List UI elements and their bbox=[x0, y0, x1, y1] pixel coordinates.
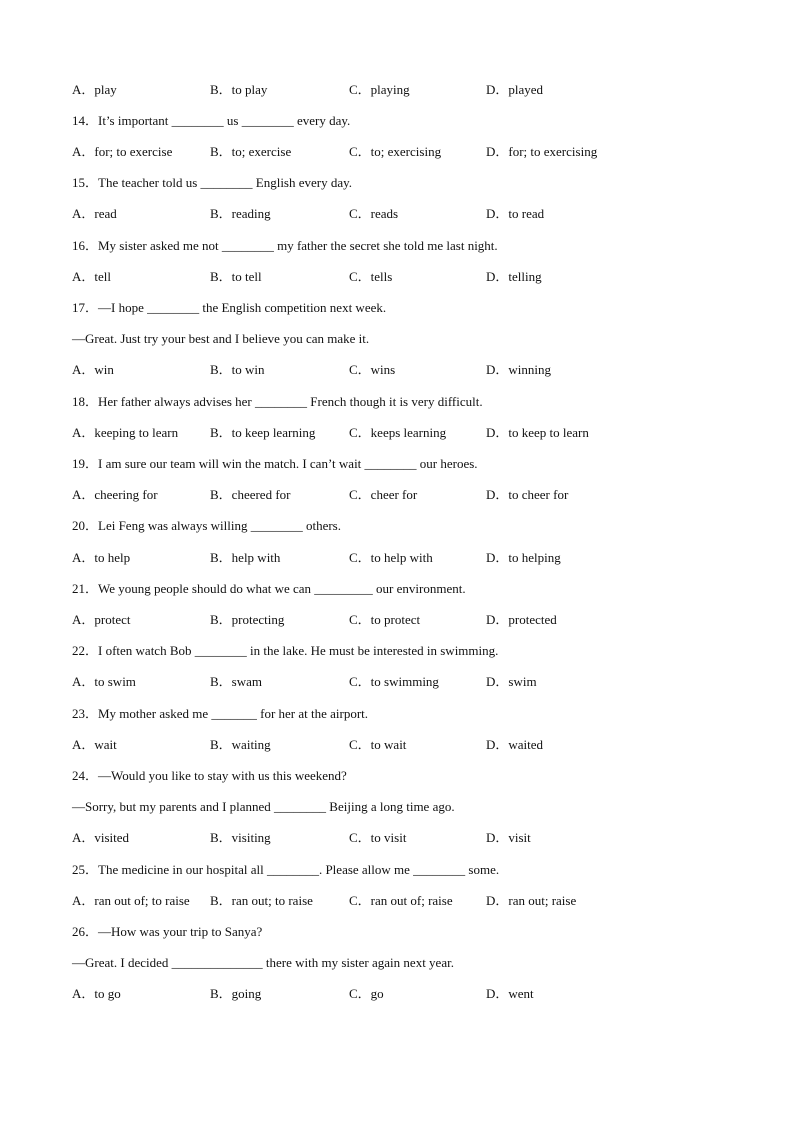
option-d: D．to helping bbox=[486, 550, 561, 565]
option-b: B．to play bbox=[210, 82, 268, 97]
question-17-stem: 17．—I hope ________ the English competition next week. bbox=[72, 300, 387, 315]
options-row-14 bbox=[72, 145, 732, 161]
option-d: D．to keep to learn bbox=[486, 425, 589, 440]
option-a: A．visited bbox=[72, 830, 130, 845]
option-a: A．play bbox=[72, 82, 117, 97]
option-c: C．ran out of; raise bbox=[349, 893, 453, 908]
option-d: D．to read bbox=[486, 206, 545, 221]
option-b: B．cheered for bbox=[210, 487, 291, 502]
option-c: C．to; exercising bbox=[349, 144, 442, 159]
option-a: A．to help bbox=[72, 550, 131, 565]
question-24-stem: 24．—Would you like to stay with us this weekend? bbox=[72, 768, 347, 783]
options-row-15 bbox=[72, 207, 732, 223]
option-a: A．win bbox=[72, 362, 114, 377]
option-d: D．telling bbox=[486, 269, 542, 284]
option-d: D．visit bbox=[486, 830, 531, 845]
option-a: A．protect bbox=[72, 612, 131, 627]
option-b: B．to keep learning bbox=[210, 425, 316, 440]
option-a: A．keeping to learn bbox=[72, 425, 179, 440]
question-25-stem: 25．The medicine in our hospital all ________. Please allow me ________ some. bbox=[72, 862, 500, 877]
option-b: B．protecting bbox=[210, 612, 285, 627]
option-a: A．wait bbox=[72, 737, 117, 752]
option-d: D．for; to exercising bbox=[486, 144, 598, 159]
options-row-20 bbox=[72, 551, 732, 567]
option-c: C．to visit bbox=[349, 830, 407, 845]
option-c: C．tells bbox=[349, 269, 393, 284]
options-row-24 bbox=[72, 831, 732, 847]
option-c: C．go bbox=[349, 986, 384, 1001]
options-row-26 bbox=[72, 987, 732, 1003]
option-c: C．to wait bbox=[349, 737, 407, 752]
question-22-stem: 22．I often watch Bob ________ in the lake. He must be interested in swimming. bbox=[72, 643, 499, 658]
option-d: D．went bbox=[486, 986, 534, 1001]
question-20-stem: 20．Lei Feng was always willing ________ others. bbox=[72, 518, 341, 533]
question-19-stem: 19．I am sure our team will win the match. I can’t wait ________ our heroes. bbox=[72, 456, 478, 471]
option-c: C．cheer for bbox=[349, 487, 418, 502]
option-b: B．going bbox=[210, 986, 262, 1001]
option-a: A．read bbox=[72, 206, 117, 221]
option-c: C．playing bbox=[349, 82, 410, 97]
option-d: D．swim bbox=[486, 674, 537, 689]
option-b: B．to; exercise bbox=[210, 144, 292, 159]
question-17-reply: —Great. Just try your best and I believe you can make it. bbox=[72, 331, 370, 346]
option-c: C．reads bbox=[349, 206, 399, 221]
option-c: C．to protect bbox=[349, 612, 421, 627]
question-24-reply: —Sorry, but my parents and I planned ________ Beijing a long time ago. bbox=[72, 799, 455, 814]
question-16-stem: 16．My sister asked me not ________ my father the secret she told me last night. bbox=[72, 238, 498, 253]
option-a: A．tell bbox=[72, 269, 111, 284]
options-row-17 bbox=[72, 363, 732, 379]
options-row-21 bbox=[72, 613, 732, 629]
options-row-22 bbox=[72, 675, 732, 691]
question-21-stem: 21．We young people should do what we can _________ our environment. bbox=[72, 581, 466, 596]
option-b: B．to tell bbox=[210, 269, 262, 284]
question-14-stem: 14．It’s important ________ us ________ every day. bbox=[72, 113, 351, 128]
option-b: B．reading bbox=[210, 206, 271, 221]
option-b: B．to win bbox=[210, 362, 265, 377]
option-b: B．help with bbox=[210, 550, 281, 565]
option-d: D．winning bbox=[486, 362, 552, 377]
option-a: A．to go bbox=[72, 986, 121, 1001]
option-d: D．ran out; raise bbox=[486, 893, 577, 908]
options-row-13 bbox=[72, 83, 732, 99]
option-b: B．swam bbox=[210, 674, 263, 689]
option-b: B．waiting bbox=[210, 737, 271, 752]
option-a: A．cheering for bbox=[72, 487, 158, 502]
question-26-stem: 26．—How was your trip to Sanya? bbox=[72, 924, 263, 939]
option-a: A．for; to exercise bbox=[72, 144, 173, 159]
option-c: C．to swimming bbox=[349, 674, 439, 689]
option-a: A．to swim bbox=[72, 674, 136, 689]
option-d: D．waited bbox=[486, 737, 544, 752]
question-15-stem: 15．The teacher told us ________ English every day. bbox=[72, 175, 353, 190]
option-b: B．ran out; to raise bbox=[210, 893, 313, 908]
option-c: C．to help with bbox=[349, 550, 433, 565]
option-c: C．wins bbox=[349, 362, 396, 377]
options-row-25 bbox=[72, 894, 732, 910]
question-18-stem: 18．Her father always advises her ________ French though it is very difficult. bbox=[72, 394, 483, 409]
question-23-stem: 23．My mother asked me _______ for her at the airport. bbox=[72, 706, 369, 721]
option-a: A．ran out of; to raise bbox=[72, 893, 190, 908]
options-row-16 bbox=[72, 270, 732, 286]
option-d: D．played bbox=[486, 82, 544, 97]
option-d: D．protected bbox=[486, 612, 557, 627]
options-row-23 bbox=[72, 738, 732, 754]
option-d: D．to cheer for bbox=[486, 487, 569, 502]
question-26-reply: —Great. I decided ______________ there with my sister again next year. bbox=[72, 955, 454, 970]
options-row-18 bbox=[72, 426, 732, 442]
option-c: C．keeps learning bbox=[349, 425, 447, 440]
options-row-19 bbox=[72, 488, 732, 504]
option-b: B．visiting bbox=[210, 830, 271, 845]
